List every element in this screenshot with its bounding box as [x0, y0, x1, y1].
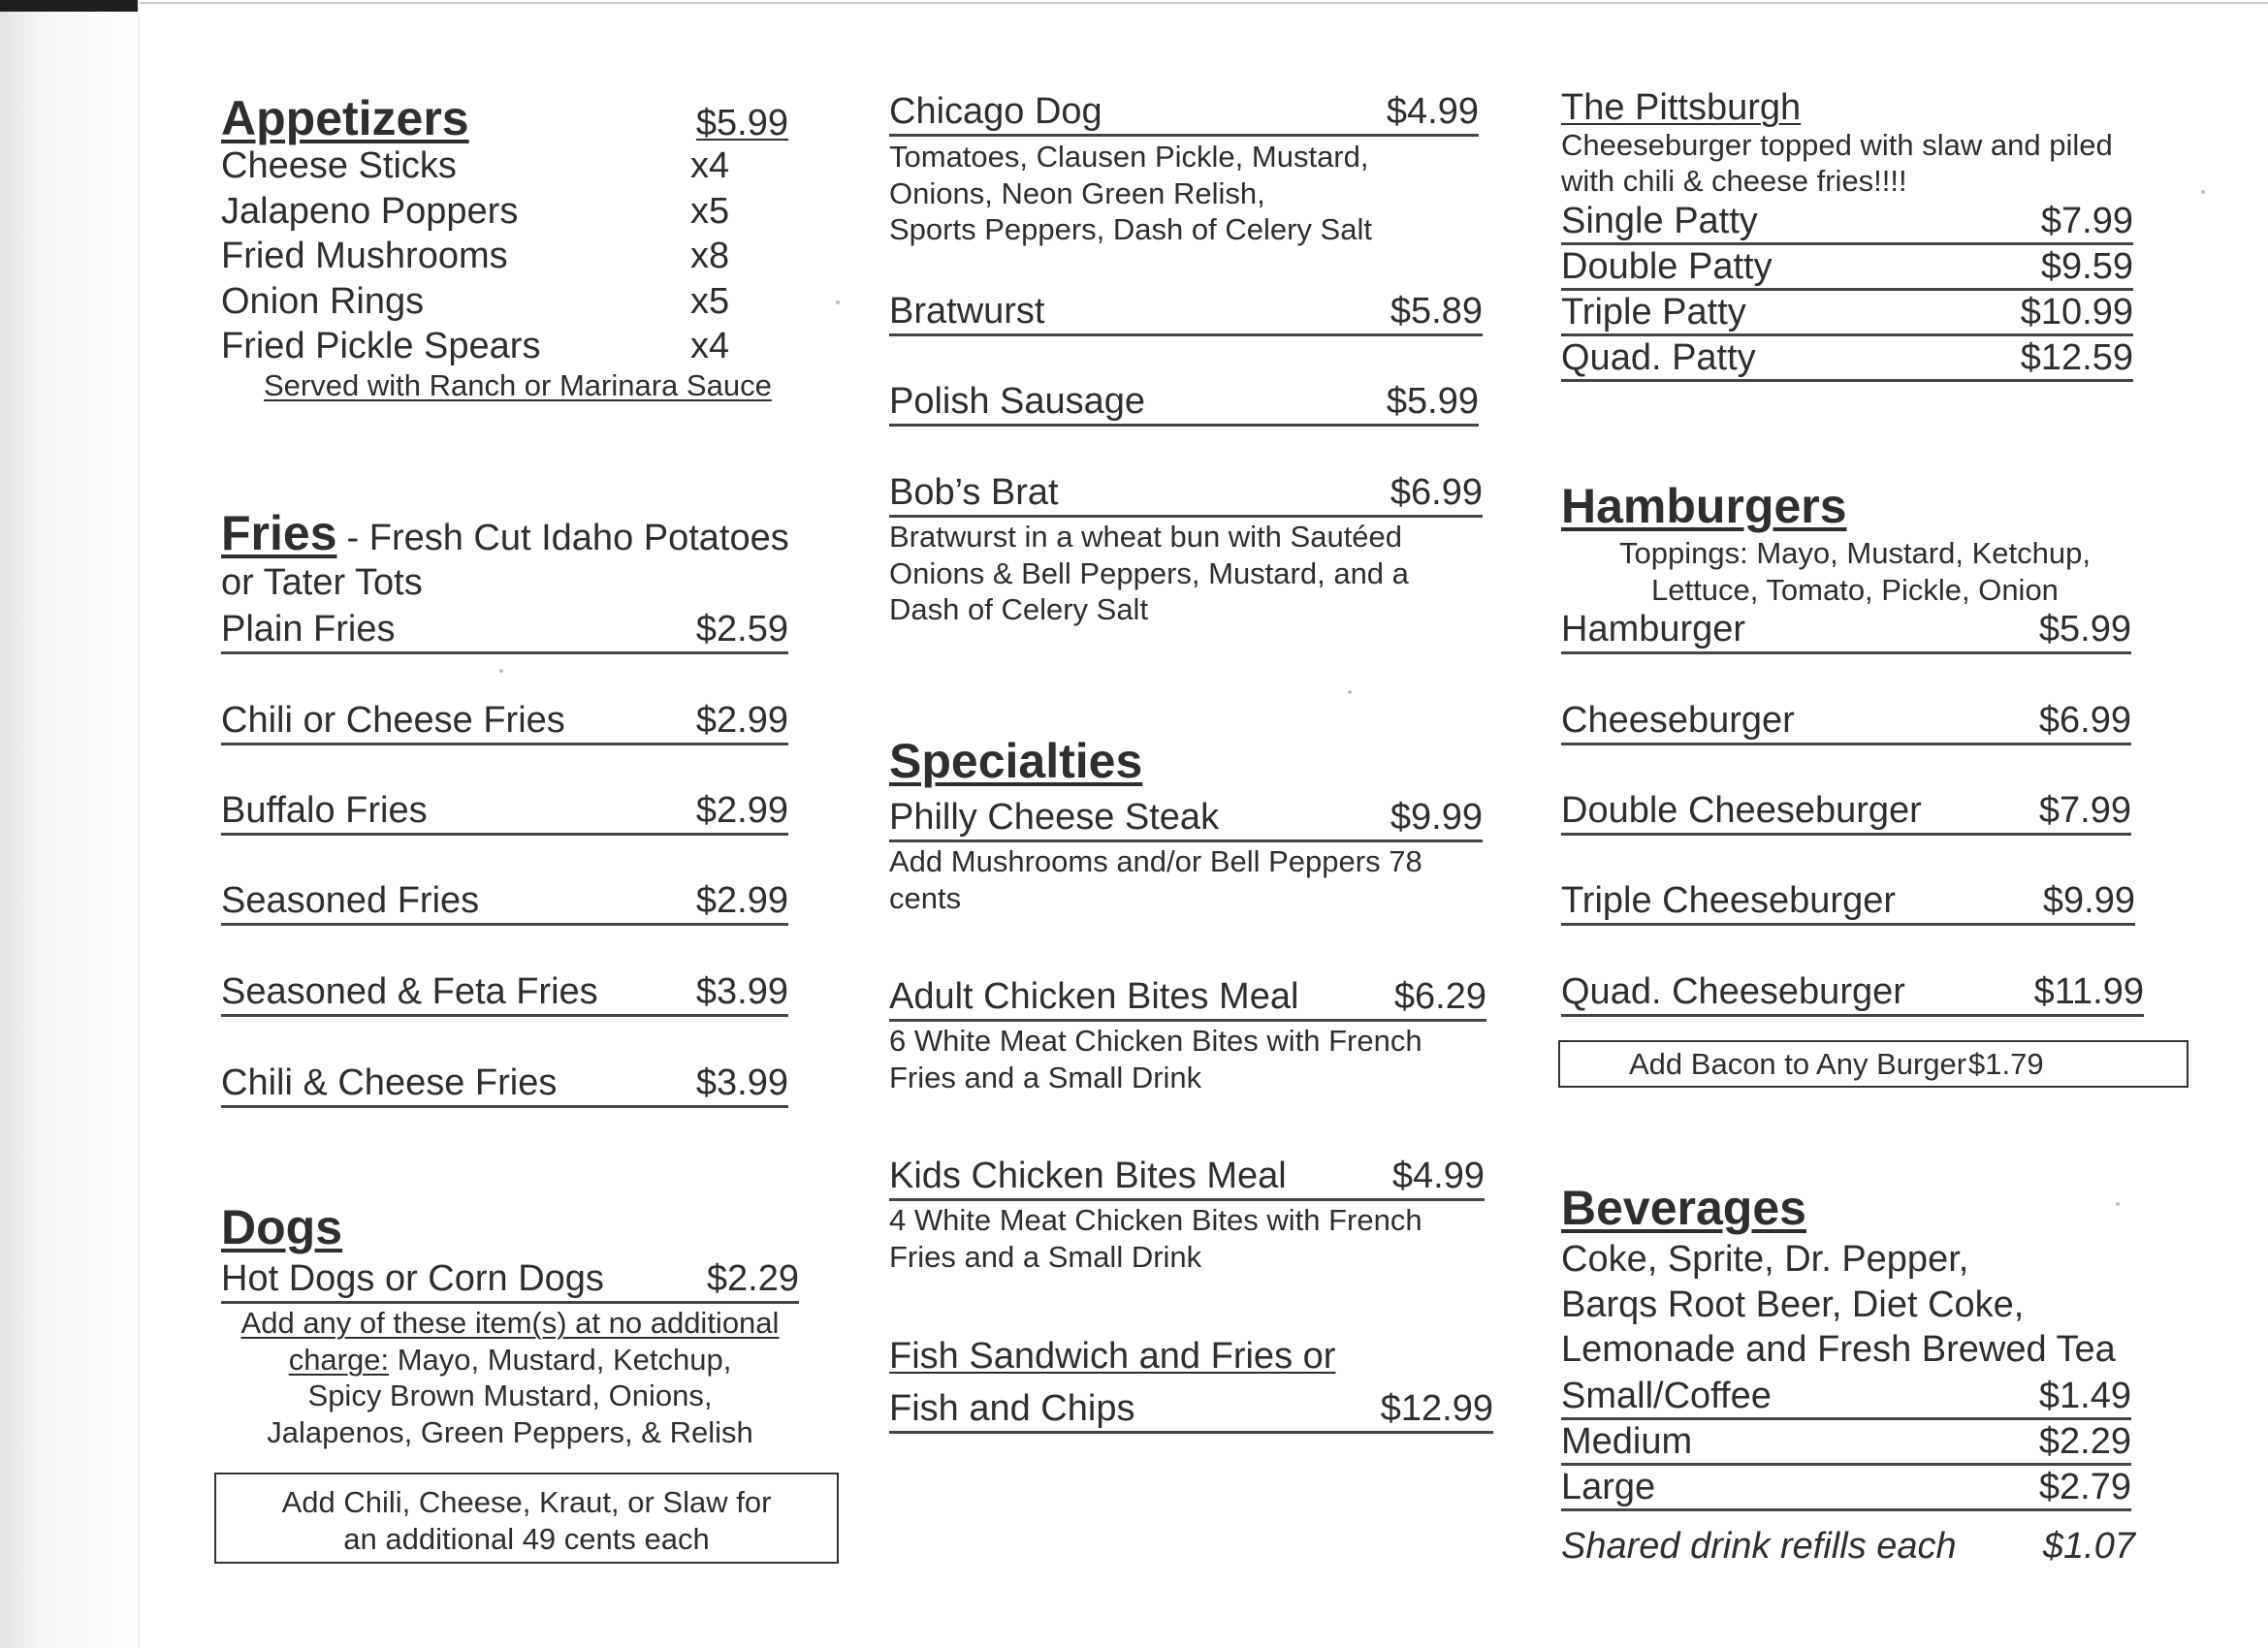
- desc-line: Sports Peppers, Dash of Celery Salt: [889, 212, 1372, 246]
- adult-chicken-item: [889, 974, 1486, 1095]
- appetizer-qty: x8: [690, 236, 730, 276]
- pittsburgh-item-price: $12.59: [2020, 336, 2133, 378]
- fries-item-price: $2.99: [695, 790, 788, 831]
- hamburger-item-price: $11.99: [2033, 971, 2144, 1012]
- hamburger-item: [1561, 878, 2135, 926]
- pittsburgh-item-name: Double Patty: [1561, 245, 1773, 287]
- pittsburgh-item-name: Triple Patty: [1561, 291, 1746, 333]
- appetizers-title: Appetizers: [221, 91, 469, 145]
- pittsburgh-item-name: Quad. Patty: [1561, 336, 1756, 378]
- appetizer-item: [221, 279, 788, 325]
- beverage-sizes: [1561, 1375, 2131, 1511]
- bacon-addon-price: $1.79: [1968, 1046, 2044, 1081]
- fries-item: [221, 788, 788, 836]
- pittsburgh-desc: [1561, 127, 2133, 200]
- hamburger-item-name: Cheeseburger: [1561, 700, 1795, 741]
- hamburger-item-price: $9.99: [2042, 880, 2135, 921]
- appetizer-qty: x4: [690, 145, 730, 186]
- pittsburgh-item: [1561, 291, 2133, 336]
- pittsburgh-title: The Pittsburgh: [1561, 87, 1802, 128]
- appetizer-item: [221, 189, 788, 235]
- pittsburgh-item: [1561, 336, 2133, 382]
- beverages-list: [1561, 1237, 2197, 1373]
- adult-chicken-price: $6.29: [1393, 976, 1486, 1017]
- appetizer-qty: x4: [690, 326, 730, 366]
- bacon-addon-box: [1558, 1040, 2188, 1088]
- hamburger-item: [1561, 607, 2131, 654]
- dogs-item-name: Hot Dogs or Corn Dogs: [221, 1258, 604, 1299]
- fries-item-price: $2.59: [695, 609, 788, 650]
- hamburger-item-name: Double Cheeseburger: [1561, 790, 1922, 831]
- beverage-item-price: $2.79: [2038, 1467, 2131, 1507]
- scan-speck: [499, 669, 503, 673]
- hamburger-item-price: $5.99: [2038, 609, 2131, 650]
- refill-row: [1561, 1524, 2135, 1569]
- beverage-item-name: Large: [1561, 1467, 1656, 1507]
- adult-chicken-name: Adult Chicken Bites Meal: [889, 976, 1299, 1017]
- desc-line: 6 White Meat Chicken Bites with French: [889, 1024, 1422, 1058]
- adult-chicken-desc: [889, 1023, 1486, 1095]
- dogs-note-line: [221, 1342, 799, 1379]
- pittsburgh-item: [1561, 245, 2133, 291]
- dogs-addon-line: an additional 49 cents each: [343, 1521, 710, 1556]
- fries-item: [221, 969, 788, 1017]
- hamburger-item: [1561, 969, 2144, 1017]
- beverage-item: [1561, 1466, 2131, 1511]
- dogs-note-charge: charge:: [288, 1342, 390, 1377]
- pittsburgh-item-name: Single Patty: [1561, 200, 1758, 241]
- desc-line: with chili & cheese fries!!!!: [1561, 164, 1907, 198]
- fries-title: Fries: [221, 506, 337, 560]
- bobs-brat-name: Bob’s Brat: [889, 472, 1059, 513]
- desc-line: Bratwurst in a wheat bun with Sautéed: [889, 520, 1403, 554]
- fries-item: [221, 698, 788, 745]
- desc-line: cents: [889, 880, 962, 915]
- philly-item: [889, 795, 1483, 916]
- polish-sausage-item: [889, 379, 1479, 427]
- hamburger-item: [1561, 788, 2131, 836]
- appetizer-item: [221, 234, 788, 279]
- fries-item: [221, 607, 788, 654]
- polish-sausage-price: $5.99: [1386, 381, 1479, 422]
- dogs-section: [221, 1200, 799, 1450]
- hamburger-item-name: Hamburger: [1561, 609, 1746, 650]
- appetizers-sauce-note: Served with Ranch or Marinara Sauce: [264, 367, 772, 402]
- fries-item-name: Chili & Cheese Fries: [221, 1062, 558, 1103]
- hamburgers-title: Hamburgers: [1561, 479, 1847, 533]
- dogs-item: [221, 1256, 799, 1304]
- desc-line: Dash of Celery Salt: [889, 592, 1149, 626]
- bratwurst-name: Bratwurst: [889, 291, 1045, 332]
- fries-header: [221, 506, 842, 562]
- fries-item-name: Chili or Cheese Fries: [221, 700, 565, 741]
- fish-item: [889, 1334, 1493, 1434]
- fries-item: [221, 878, 788, 926]
- dogs-title: Dogs: [221, 1200, 342, 1254]
- beverages-list-line: Coke, Sprite, Dr. Pepper,: [1561, 1239, 1969, 1280]
- hamburger-item: [1561, 698, 2131, 745]
- appetizers-price: $5.99: [695, 103, 788, 143]
- philly-name: Philly Cheese Steak: [889, 797, 1220, 838]
- appetizer-name: Jalapeno Poppers: [221, 190, 519, 232]
- beverage-item-price: $2.29: [2038, 1421, 2131, 1462]
- kids-chicken-price: $4.99: [1391, 1156, 1485, 1196]
- dogs-item-price: $2.29: [706, 1258, 799, 1299]
- dogs-addon-line: Add Chili, Cheese, Kraut, or Slaw for: [281, 1485, 772, 1519]
- hamburger-item-name: Quad. Cheeseburger: [1561, 971, 1905, 1012]
- bratwurst-price: $5.89: [1390, 291, 1483, 332]
- desc-line: Onions, Neon Green Relish,: [889, 175, 1265, 210]
- beverage-item-name: Medium: [1561, 1421, 1693, 1462]
- appetizer-item: [221, 324, 788, 369]
- kids-chicken-name: Kids Chicken Bites Meal: [889, 1156, 1287, 1196]
- fries-item-name: Seasoned Fries: [221, 880, 480, 921]
- hamburger-item-price: $7.99: [2038, 790, 2131, 831]
- fish-line-1: Fish Sandwich and Fries or: [889, 1336, 1336, 1377]
- beverage-item: [1561, 1375, 2131, 1420]
- kids-chicken-item: [889, 1154, 1485, 1275]
- page-edge: [138, 0, 140, 1648]
- dogs-addon-box: [214, 1473, 839, 1564]
- chicago-dog-name: Chicago Dog: [889, 91, 1102, 132]
- hamburgers-toppings: [1561, 535, 2149, 608]
- desc-line: Onions & Bell Peppers, Mustard, and a: [889, 555, 1409, 590]
- beverages-list-line: Barqs Root Beer, Diet Coke,: [1561, 1284, 2025, 1325]
- dogs-note-line: Spicy Brown Mustard, Onions,: [307, 1379, 713, 1412]
- fries-item-price: $3.99: [695, 1062, 788, 1103]
- appetizer-qty: x5: [690, 280, 730, 322]
- fries-item-price: $3.99: [695, 971, 788, 1012]
- beverages-list-line: Lemonade and Fresh Brewed Tea: [1561, 1329, 2116, 1370]
- hamburger-item-name: Triple Cheeseburger: [1561, 880, 1896, 921]
- fries-item-name: Buffalo Fries: [221, 790, 428, 831]
- pittsburgh-section: [1561, 85, 2133, 382]
- kids-chicken-desc: [889, 1202, 1485, 1275]
- specialties-title: Specialties: [889, 734, 1143, 788]
- dogs-note-line: Add any of these item(s) at no additional: [240, 1306, 780, 1340]
- specialties-section: [889, 734, 1483, 788]
- appetizer-name: Cheese Sticks: [221, 145, 457, 186]
- desc-line: Cheeseburger topped with slaw and piled: [1561, 127, 2113, 162]
- dogs-toppings-note: [221, 1305, 799, 1450]
- fries-item-name: Seasoned & Feta Fries: [221, 971, 598, 1012]
- pittsburgh-item-price: $7.99: [2040, 200, 2133, 241]
- page-left-margin-shadow: [0, 0, 138, 1648]
- fries-item-name: Plain Fries: [221, 609, 396, 650]
- desc-line: Tomatoes, Clausen Pickle, Mustard,: [889, 140, 1369, 174]
- bobs-brat-desc: [889, 519, 1483, 628]
- fries-item-price: $2.99: [695, 700, 788, 741]
- bobs-brat-item: [889, 470, 1483, 628]
- chicago-dog-desc: [889, 139, 1479, 248]
- scan-speck: [836, 301, 840, 304]
- fries-section: [221, 506, 842, 607]
- appetizers-section: [221, 91, 788, 403]
- appetizer-name: Fried Mushrooms: [221, 236, 508, 276]
- philly-price: $9.99: [1390, 797, 1483, 838]
- hamburger-item-price: $6.99: [2038, 700, 2131, 741]
- fries-item-price: $2.99: [695, 880, 788, 921]
- refill-price: $1.07: [2042, 1526, 2135, 1567]
- appetizer-item: [221, 143, 788, 189]
- fries-subtitle: - Fresh Cut Idaho Potatoes: [346, 518, 789, 558]
- fish-row: [889, 1386, 1493, 1434]
- scan-speck: [2201, 190, 2205, 194]
- appetizer-name: Fried Pickle Spears: [221, 326, 541, 366]
- scan-corner-mark: [0, 0, 138, 12]
- desc-line: Fries and a Small Drink: [889, 1239, 1202, 1274]
- bratwurst-item: [889, 289, 1483, 336]
- fries-item: [221, 1061, 788, 1108]
- desc-line: 4 White Meat Chicken Bites with French: [889, 1203, 1422, 1237]
- appetizer-qty: x5: [690, 190, 730, 232]
- fish-price: $12.99: [1380, 1388, 1493, 1429]
- hamburgers-section: [1561, 479, 2133, 608]
- refill-label: Shared drink refills each: [1561, 1526, 1957, 1567]
- appetizers-header-row: [221, 91, 788, 145]
- fries-subtitle-cont: or Tater Tots: [221, 562, 423, 603]
- beverage-item-price: $1.49: [2038, 1376, 2131, 1416]
- fish-name: Fish and Chips: [889, 1388, 1135, 1429]
- bacon-addon-label: Add Bacon to Any Burger: [1629, 1046, 1967, 1081]
- pittsburgh-item-price: $10.99: [2020, 291, 2133, 333]
- beverage-item: [1561, 1420, 2131, 1466]
- desc-line: Fries and a Small Drink: [889, 1060, 1202, 1094]
- toppings-line: Lettuce, Tomato, Pickle, Onion: [1651, 572, 2059, 607]
- pittsburgh-item: [1561, 200, 2133, 245]
- desc-line: Add Mushrooms and/or Bell Peppers 78: [889, 844, 1422, 878]
- chicago-dog-item: [889, 89, 1479, 248]
- scan-speck: [1348, 690, 1352, 694]
- pittsburgh-item-price: $9.59: [2040, 245, 2133, 287]
- beverages-section: [1561, 1181, 2197, 1373]
- scan-top-edge: [138, 2, 2268, 4]
- toppings-line: Toppings: Mayo, Mustard, Ketchup,: [1619, 536, 2091, 570]
- chicago-dog-price: $4.99: [1386, 91, 1479, 132]
- beverages-title: Beverages: [1561, 1181, 1806, 1235]
- beverage-item-name: Small/Coffee: [1561, 1376, 1772, 1416]
- polish-sausage-name: Polish Sausage: [889, 381, 1146, 422]
- appetizer-name: Onion Rings: [221, 280, 425, 322]
- dogs-note-line: Jalapenos, Green Peppers, & Relish: [267, 1414, 753, 1449]
- philly-desc: [889, 843, 1483, 916]
- dogs-note-rest: Mayo, Mustard, Ketchup,: [389, 1342, 732, 1377]
- bobs-brat-price: $6.99: [1390, 472, 1483, 513]
